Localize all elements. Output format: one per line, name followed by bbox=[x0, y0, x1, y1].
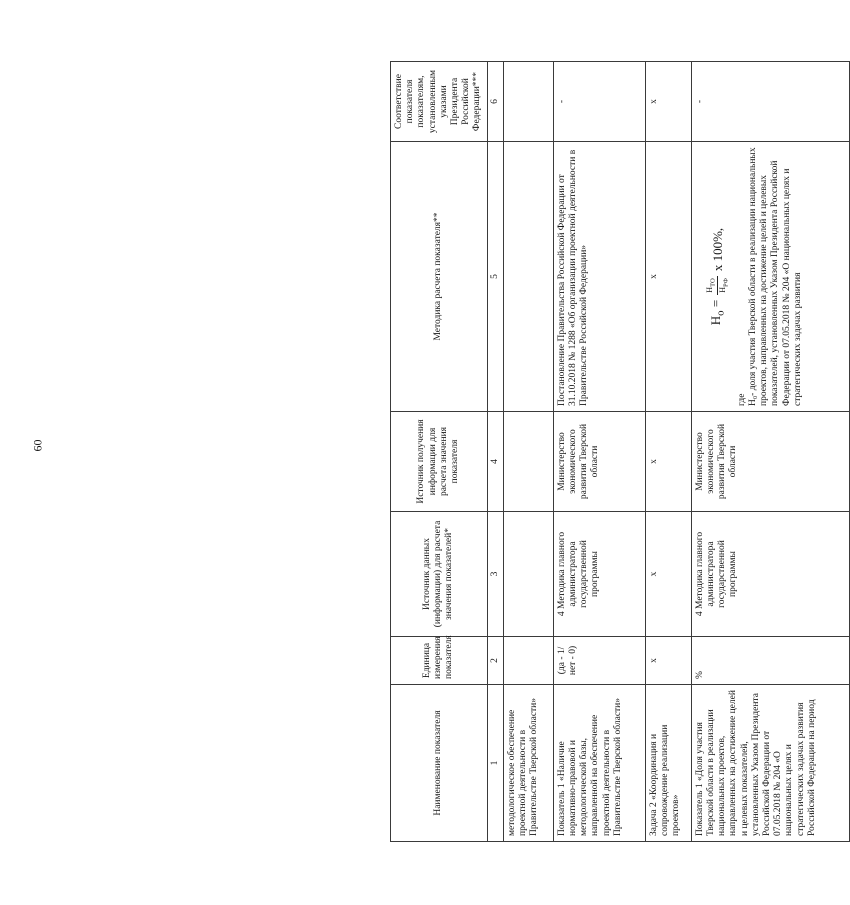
indicator-name: Показатель 1 «Доля участия Тверской области в реализации национальных проектов, направленных на достижение целей и целевых показателей, установленных Указом Президента Российской Федерации от 07.05.2018 № 204 «О национальных целях и стратегических задачах развития Российской Федерации на период bbox=[691, 685, 849, 842]
method-cell bbox=[691, 142, 849, 412]
method-text: Н₀- доля участия Тверской области в реализации национальных проектов, направленных на достижение целей и целевых показателей, установленных Указом Президента Российской Федерации от 07.05.2018 № 204 «О национальных целях и стратегических задачах развития bbox=[747, 147, 803, 406]
table-row bbox=[691, 62, 849, 842]
data-source-cell: 4 Методика главного администратора государственной программы bbox=[691, 512, 849, 637]
method-cell: х bbox=[645, 142, 691, 412]
table-row bbox=[503, 62, 553, 842]
info-source-cell: х bbox=[645, 412, 691, 512]
indicator-name: Показатель 1 «Наличие нормативно-правовой и методологической базы, направленной на обеспечение проектной деятельности в Правительстве Тверской области» bbox=[553, 685, 645, 842]
page-number: 60 bbox=[30, 439, 45, 452]
column-number: 4 bbox=[487, 412, 503, 512]
unit-cell: х bbox=[645, 637, 691, 685]
header-data-source: Источник данных (информации) для расчета значения показателей* bbox=[391, 512, 488, 637]
indicators-table bbox=[390, 61, 850, 842]
table-row bbox=[645, 62, 691, 842]
info-source-cell bbox=[503, 412, 553, 512]
header-row bbox=[391, 62, 488, 842]
column-number: 6 bbox=[487, 62, 503, 142]
formula-tail: x 100%, bbox=[710, 227, 726, 272]
data-source-cell bbox=[503, 512, 553, 637]
header-info-source: Источник получения информации для расчета значения показателя bbox=[391, 412, 488, 512]
method-cell: Постановление Правительства Российской Федерации от 31.10.2018 № 1288 «Об организации проектной деятельности в Правительстве Российской Федерации» bbox=[553, 142, 645, 412]
compliance-cell: - bbox=[553, 62, 645, 142]
unit-cell: % bbox=[691, 637, 849, 685]
header-indicator-name: Наименование показателя bbox=[391, 685, 488, 842]
column-number: 5 bbox=[487, 142, 503, 412]
formula-lhs: $Н_о$ = bbox=[708, 299, 727, 326]
info-source-cell: Министерство экономического развития Тверской области bbox=[691, 412, 849, 512]
column-number: 3 bbox=[487, 512, 503, 637]
indicator-name: Задача 2 «Координация и сопровождение реализации проектов» bbox=[645, 685, 691, 842]
fraction-denominator: $Н_{РФ}$ bbox=[718, 278, 730, 293]
data-source-cell: х bbox=[645, 512, 691, 637]
compliance-cell: - bbox=[691, 62, 849, 142]
rotated-table-sheet bbox=[390, 62, 850, 842]
header-unit: Единица измерения показателя bbox=[391, 637, 488, 685]
column-number: 2 bbox=[487, 637, 503, 685]
method-where: где bbox=[736, 393, 747, 406]
column-number: 1 bbox=[487, 685, 503, 842]
unit-cell bbox=[503, 637, 553, 685]
column-number-row bbox=[487, 62, 503, 842]
formula-fraction bbox=[705, 276, 731, 295]
formula bbox=[705, 147, 731, 406]
compliance-cell bbox=[503, 62, 553, 142]
compliance-cell: х bbox=[645, 62, 691, 142]
data-source-cell: 4 Методика главного администратора государственной программы bbox=[553, 512, 645, 637]
header-compliance: Соответствие показателя показателям, установленным указами Президента Российской Федерации*** bbox=[391, 62, 488, 142]
fraction-numerator: $Н_{ТО}$ bbox=[704, 278, 717, 293]
header-method: Методика расчета показателя** bbox=[391, 142, 488, 412]
info-source-cell: Министерство экономического развития Тверской области bbox=[553, 412, 645, 512]
unit-cell: (да - 1/ нет - 0) bbox=[553, 637, 645, 685]
table-row bbox=[553, 62, 645, 842]
method-cell bbox=[503, 142, 553, 412]
indicator-name: методологическое обеспечение проектной деятельности в Правительстве Тверской области» bbox=[503, 685, 553, 842]
